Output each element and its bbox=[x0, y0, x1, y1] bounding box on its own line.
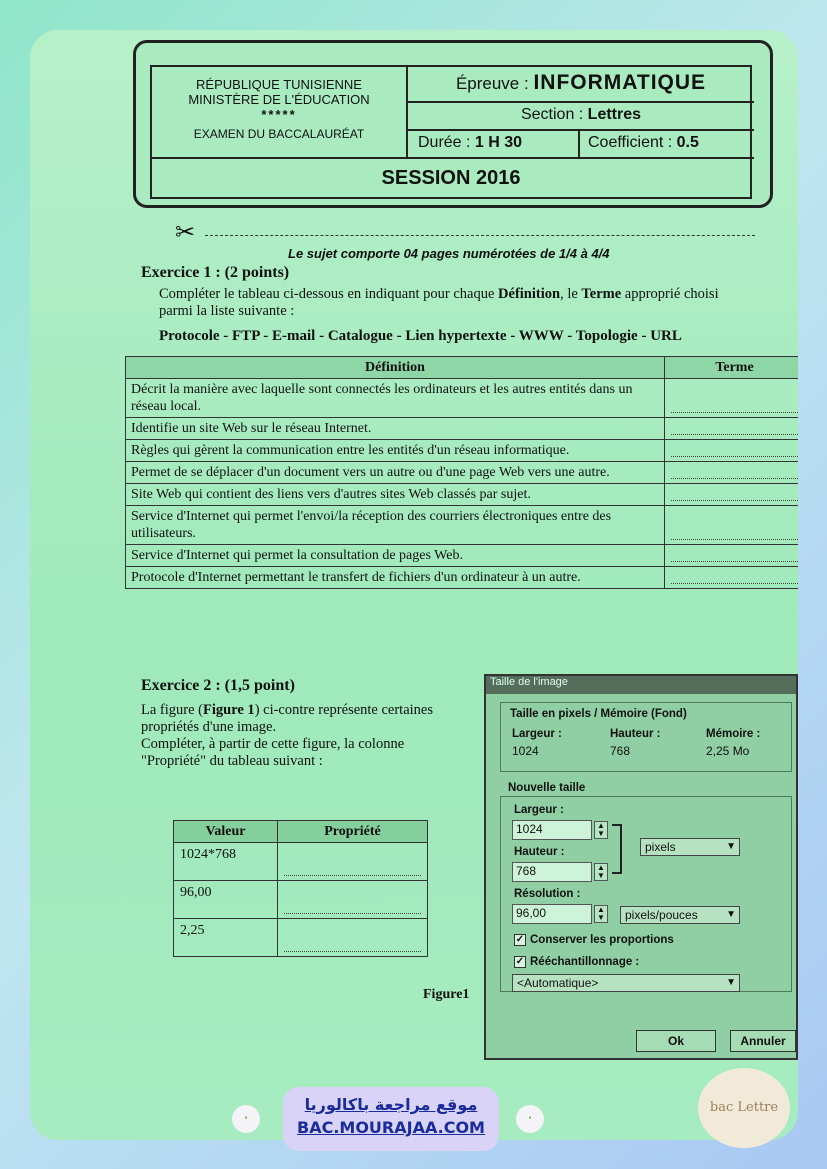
dialog-title: Taille de l'image bbox=[486, 676, 796, 694]
site-logo-icon: ● bbox=[516, 1105, 544, 1133]
chevron-down-icon: ▼ bbox=[726, 841, 736, 852]
bac-lettre-badge: bac Lettre bbox=[698, 1068, 790, 1148]
exam-page bbox=[30, 30, 798, 1140]
term-answer-field[interactable] bbox=[665, 506, 799, 545]
table-row: 2,25 bbox=[174, 919, 428, 957]
checkmark-icon: ✓ bbox=[515, 956, 525, 967]
site-footer[interactable] bbox=[283, 1087, 499, 1151]
property-answer-field[interactable] bbox=[278, 881, 428, 919]
exam-header bbox=[133, 40, 773, 208]
term-answer-field[interactable] bbox=[665, 484, 799, 506]
term-answer-field[interactable] bbox=[665, 545, 799, 567]
unit-select[interactable]: pixels ▼ bbox=[640, 838, 740, 856]
table-row: 96,00 bbox=[174, 881, 428, 919]
col-valeur: Valeur bbox=[174, 821, 278, 843]
link-brace bbox=[612, 824, 622, 874]
table-row: Service d'Internet qui permet la consultation de pages Web. bbox=[126, 545, 799, 567]
table-row: Décrit la manière avec laquelle sont connectés les ordinateurs et les autres entités dans un réseau local. bbox=[126, 379, 799, 418]
resolution-unit-select[interactable]: pixels/pouces ▼ bbox=[620, 906, 740, 924]
table-row: 1024*768 bbox=[174, 843, 428, 881]
resolution-input[interactable]: 96,00 bbox=[512, 904, 592, 924]
figure-label: Figure1 bbox=[423, 987, 470, 1002]
property-answer-field[interactable] bbox=[278, 919, 428, 957]
ex2-table bbox=[173, 820, 428, 957]
header-institution: RÉPUBLIQUE TUNISIENNE MINISTÈRE DE L'ÉDUCATION ***** EXAMEN DU BACCALAURÉAT bbox=[152, 67, 408, 159]
col-terme: Terme bbox=[665, 357, 799, 379]
width-input[interactable]: 1024 bbox=[512, 820, 592, 840]
resolution-spinner[interactable]: ▲ ▼ bbox=[594, 905, 608, 923]
table-row: Site Web qui contient des liens vers d'autres sites Web classés par sujet. bbox=[126, 484, 799, 506]
col-propriete: Propriété bbox=[278, 821, 428, 843]
term-answer-field[interactable] bbox=[665, 462, 799, 484]
height-input[interactable]: 768 bbox=[512, 862, 592, 882]
height-spinner[interactable]: ▲ ▼ bbox=[594, 863, 608, 881]
cut-line bbox=[175, 218, 755, 246]
ex1-word-list: Protocole - FTP - E-mail - Catalogue - Lien hypertexte - WWW - Topologie - URL bbox=[159, 328, 682, 344]
resample-select[interactable]: <Automatique> ▼ bbox=[512, 974, 740, 992]
header-section: Section : Lettres bbox=[408, 103, 754, 131]
header-epreuve: Épreuve : INFORMATIQUE bbox=[408, 67, 754, 103]
cancel-button[interactable]: Annuler bbox=[730, 1030, 796, 1052]
pages-note: Le sujet comporte 04 pages numérotées de 1/4 à 4/4 bbox=[288, 246, 610, 261]
ok-button[interactable]: Ok bbox=[636, 1030, 716, 1052]
term-answer-field[interactable] bbox=[665, 567, 799, 589]
property-answer-field[interactable] bbox=[278, 843, 428, 881]
table-row: Protocole d'Internet permettant le transfert de fichiers d'un ordinateur à un autre. bbox=[126, 567, 799, 589]
footer-arabic-title: موقع مراجعة باكالوريا bbox=[304, 1095, 478, 1114]
footer-url-link[interactable]: BAC.MOURAJAA.COM bbox=[297, 1118, 485, 1137]
width-spinner[interactable]: ▲ ▼ bbox=[594, 821, 608, 839]
term-answer-field[interactable] bbox=[665, 418, 799, 440]
checkmark-icon: ✓ bbox=[515, 934, 525, 945]
col-definition: Définition bbox=[126, 357, 665, 379]
table-row: Identifie un site Web sur le réseau Internet. bbox=[126, 418, 799, 440]
ex2-instructions: La figure (Figure 1) ci-contre représente certaines propriétés d'une image. Compléter, à partir de cette figure, la colonne "Propriété" du tableau suivant : bbox=[141, 702, 434, 769]
keep-proportions-checkbox[interactable]: ✓ Conserver les proportions bbox=[515, 934, 674, 946]
resample-checkbox[interactable]: ✓ Rééchantillonnage : bbox=[515, 956, 640, 968]
chevron-down-icon: ▼ bbox=[726, 977, 736, 988]
header-session: SESSION 2016 bbox=[381, 167, 521, 189]
ex1-title: Exercice 1 : (2 points) bbox=[141, 264, 290, 281]
chevron-down-icon: ▼ bbox=[726, 909, 736, 920]
table-row: Règles qui gèrent la communication entre les entités d'un réseau informatique. bbox=[126, 440, 799, 462]
table-row: Service d'Internet qui permet l'envoi/la réception des courriers électroniques entre des utilisateurs. bbox=[126, 506, 799, 545]
site-logo-icon: ● bbox=[232, 1105, 260, 1133]
ex2-title: Exercice 2 : (1,5 point) bbox=[141, 677, 295, 694]
term-answer-field[interactable] bbox=[665, 440, 799, 462]
header-duree-coef: Durée : 1 H 30 Coefficient : 0.5 bbox=[408, 131, 754, 159]
scissors-icon: ✂ bbox=[175, 218, 196, 246]
ex1-table bbox=[125, 356, 798, 589]
ex1-instructions: Compléter le tableau ci-dessous en indiquant pour chaque Définition, le Terme approprié choisi parmi la liste suivante : bbox=[159, 286, 719, 319]
image-size-dialog: Taille de l'image Taille en pixels / Mémoire (Fond) Largeur : 1024 Hauteur : 768 Mémoire : 2,25 Mo Nouvelle taille Largeur : 1024 ▲ ▼ Hauteur : 768 ▲ ▼ pixels ▼ Résolution : 96,00 ▲ ▼ pixels/pouces ▼ ✓ Conserver les proportions ✓ Rééchantillonnage : <Automatique> ▼ Ok Annuler bbox=[484, 674, 798, 1060]
table-row: Permet de se déplacer d'un document vers un autre ou d'une page Web vers une autre. bbox=[126, 462, 799, 484]
term-answer-field[interactable] bbox=[665, 379, 799, 418]
